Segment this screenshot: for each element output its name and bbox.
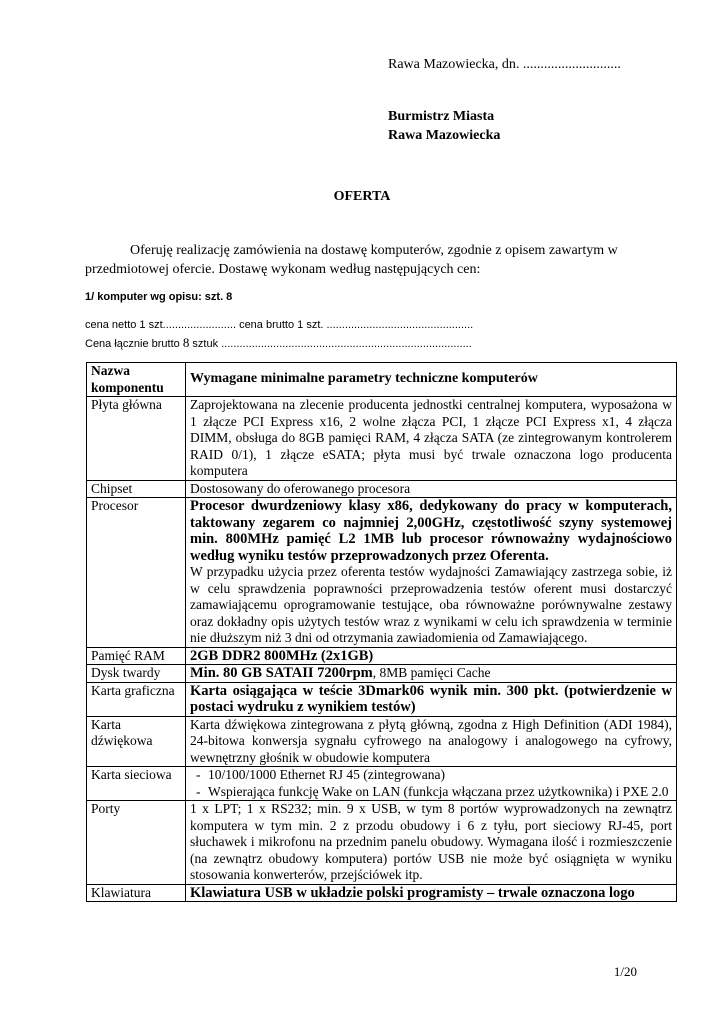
page-number: 1/20 (613, 964, 637, 979)
row-text-chipset: Dostosowany do oferowanego procesora (186, 480, 677, 498)
row-name-ram: Pamięć RAM (87, 647, 186, 665)
table-row (87, 884, 677, 902)
procesor-bold-text: Procesor dwurdzeniowy klasy x86, dedykowany do pracy w komputerach, taktowany zegarem co najmniej 2,00GHz, częstotliwość szyny systemowej min. 800MHz pamięć L2 1MB lub procesor równoważny wydajnościowo według wyniku testów przeprowadzonych przez Oferenta. (190, 498, 672, 564)
siec-list-item-2: - Wspierająca funkcję Wake on LAN (funkcja włączana przez użytkownika) i PXE 2.0 (190, 784, 672, 801)
table-row (87, 498, 677, 648)
addressee-block (388, 107, 500, 145)
row-name-grafika: Karta graficzna (87, 682, 186, 716)
row-text-procesor (186, 498, 677, 648)
procesor-note-text: W przypadku użycia przez oferenta testów wydajności Zamawiający zastrzega sobie, iż w celu sprawdzenia poprawności przeprowadzenia testów oferent musi dostarczyć zamawiającemu oprogramowanie testujące, oba równoważne porównywalne zestawy oraz dokładny opis użytych testów wraz z wynikami w celu ich sprawdzenia w terminie nie dłuższym niż 3 dni od otrzymania zawiadomienia od Zamawiającego. (190, 564, 672, 645)
table-row (87, 665, 677, 683)
table-row (87, 480, 677, 498)
price-line-2 (85, 335, 472, 351)
item-heading: 1/ komputer wg opisu: szt. 8 (85, 291, 233, 303)
place-date-line: Rawa Mazowiecka, dn. ............................ (388, 57, 621, 72)
header-parameters: Wymagane minimalne parametry techniczne komputerów (186, 363, 677, 397)
row-text-siec (186, 767, 677, 801)
price-line-1: cena netto 1 szt........................ cena brutto 1 szt. ................................................ (85, 319, 474, 331)
table-row (87, 716, 677, 767)
dysk-bold-text: Min. 80 GB SATAII 7200rpm (190, 665, 373, 681)
row-text-grafika: Karta osiągająca w teście 3Dmark06 wynik min. 300 pkt. (potwierdzenie w postaci wydruku z wynikiem testów) (186, 682, 677, 716)
row-text-plyta: Zaprojektowana na zlecenie producenta jednostki centralnej komputera, wyposażona w 1 złącze PCI Express x16, 2 wolne złącza PCI, 1 złącze PCI Express x1, 4 złącza DIMM, obsługa do 8GB pamięci RAM, 4 złącza SATA (ze zintegrowanym kontrolerem RAID 0/1), 1 złącze eSATA; płyta musi być trwale oznaczona logo producenta komputera (186, 397, 677, 481)
price-line-2-quantity: 8 (182, 335, 190, 350)
table-row (87, 801, 677, 885)
price-line-2-dots: sztuk .................................................................................. (189, 338, 472, 350)
table-row (87, 647, 677, 665)
row-name-chipset: Chipset (87, 480, 186, 498)
row-name-dzwiek: Karta dźwiękowa (87, 716, 186, 767)
row-text-ram: 2GB DDR2 800MHz (2x1GB) (186, 647, 677, 665)
table-row (87, 682, 677, 716)
header-component-name: Nazwa komponentu (87, 363, 186, 397)
table-row (87, 397, 677, 481)
row-text-porty: 1 x LPT; 1 x RS232; min. 9 x USB, w tym 8 portów wyprowadzonych na zewnątrz komputera w tym min. 2 z przodu obudowy i 6 z tyłu, port sieciowy RJ-45, port słuchawek i mikrofonu na przednim panelu obudowy. Wymagana ilość i rozmieszczenie (na zewnątrz obudowy komputera) portów USB nie może być osiągnięta w wyniku stosowania konwerterów, przejściówek itp. (186, 801, 677, 885)
dysk-text: , 8MB pamięci Cache (372, 665, 491, 680)
addressee-line-2: Rawa Mazowiecka (388, 128, 501, 143)
row-name-klawiatura: Klawiatura (87, 884, 186, 902)
table-row (87, 767, 677, 801)
intro-text: Oferuję realizację zamówienia na dostawę komputerów, zgodnie z opisem zawartym w przedmiotowej ofercie. Dostawę wykonam według następujących cen: (85, 243, 618, 277)
intro-paragraph (85, 241, 645, 279)
siec-list-item-1: - 10/100/1000 Ethernet RJ 45 (zintegrowana) (190, 767, 672, 784)
row-name-dysk: Dysk twardy (87, 665, 186, 683)
row-name-porty: Porty (87, 801, 186, 885)
price-line-2-label: Cena łącznie brutto (85, 338, 183, 350)
row-name-procesor: Procesor (87, 498, 186, 648)
addressee-line-1: Burmistrz Miasta (388, 109, 495, 124)
row-text-dysk (186, 665, 677, 683)
row-text-dzwiek: Karta dźwiękowa zintegrowana z płytą główną, zgodna z High Definition (ADI 1984), 24-bitowa konwersja sygnału cyfrowego na analogowy i analogowego na cyfrowy, wewnętrzny głośnik w obudowie komputera (186, 716, 677, 767)
row-name-plyta: Płyta główna (87, 397, 186, 481)
row-name-siec: Karta sieciowa (87, 767, 186, 801)
table-header-row (87, 363, 677, 397)
row-text-klawiatura: Klawiatura USB w układzie polski programisty – trwale oznaczona logo (186, 884, 677, 902)
document-title: OFERTA (333, 189, 391, 204)
siec-list (190, 767, 672, 800)
specification-table (86, 362, 677, 902)
